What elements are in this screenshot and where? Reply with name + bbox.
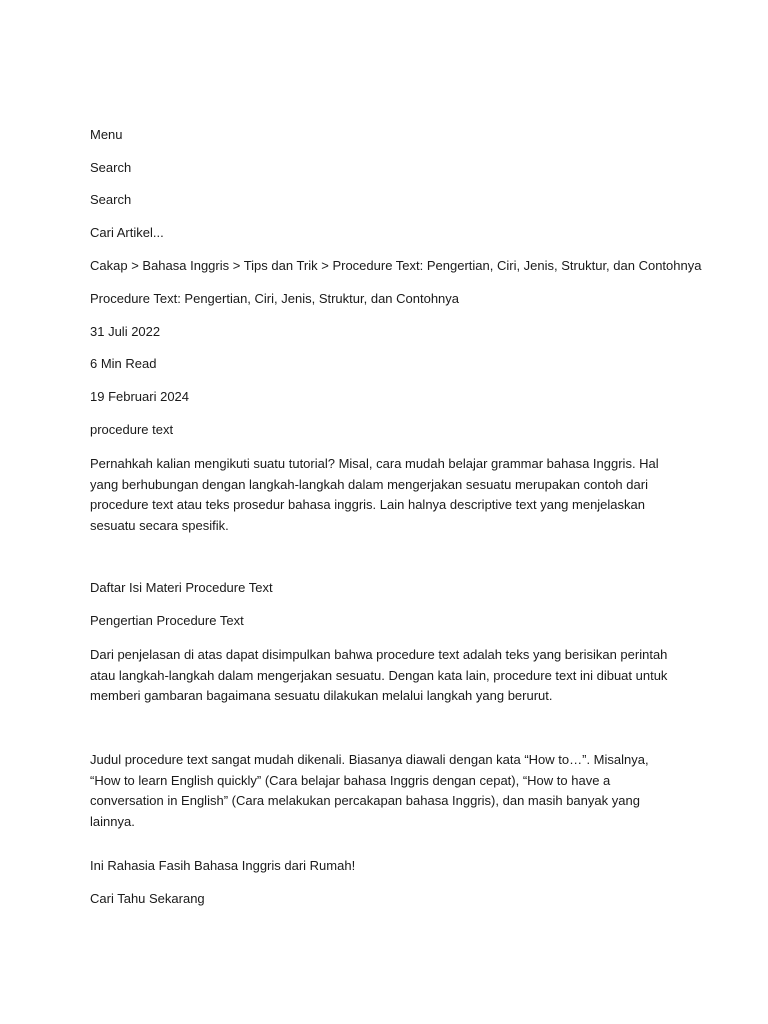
menu-link[interactable]: Menu xyxy=(90,127,123,142)
section-heading: Pengertian Procedure Text xyxy=(90,613,244,628)
title-paragraph: Judul procedure text sangat mudah dikenali. Biasanya diawali dengan kata “How to…”. Misalnya, “How to learn English quickly” (Cara belajar bahasa Inggris dengan cepat), “How to have a conversation in English” (Cara melakukan percakapan bahasa Inggris), dan masih banyak yang lainnya. xyxy=(90,752,649,829)
intro-paragraph: Pernahkah kalian mengikuti suatu tutorial? Misal, cara mudah belajar grammar bahasa Inggris. Hal yang berhubungan dengan langkah-langkah dalam mengerjakan sesuatu merupakan contoh dari procedure text atau teks prosedur bahasa inggris. Lain halnya descriptive text yang menjelaskan sesuatu secara spesifik. xyxy=(90,456,659,533)
search-input-placeholder[interactable]: Cari Artikel... xyxy=(90,225,164,240)
published-date: 31 Juli 2022 xyxy=(90,324,161,339)
toc-heading[interactable]: Daftar Isi Materi Procedure Text xyxy=(90,580,273,595)
updated-date: 19 Februari 2024 xyxy=(90,389,190,404)
search-button[interactable]: Search xyxy=(90,192,132,207)
promo-cta-link[interactable]: Cari Tahu Sekarang xyxy=(90,891,205,906)
tag-link[interactable]: procedure text xyxy=(90,422,174,437)
document-page xyxy=(90,0,702,1024)
page-title: Procedure Text: Pengertian, Ciri, Jenis, Struktur, dan Contohnya xyxy=(90,291,460,306)
search-link[interactable]: Search xyxy=(90,160,132,175)
definition-paragraph: Dari penjelasan di atas dapat disimpulkan bahwa procedure text adalah teks yang berisikan perintah atau langkah-langkah dalam mengerjakan sesuatu. Dengan kata lain, procedure text ini dibuat untuk memberi gambaran bagaimana sesuatu dilakukan melalui langkah yang berurut. xyxy=(90,647,668,703)
promo-title: Ini Rahasia Fasih Bahasa Inggris dari Rumah! xyxy=(90,858,356,873)
breadcrumb[interactable]: Cakap > Bahasa Inggris > Tips dan Trik > Procedure Text: Pengertian, Ciri, Jenis, Struktur, dan Contohnya xyxy=(90,258,702,273)
read-time: 6 Min Read xyxy=(90,356,157,371)
